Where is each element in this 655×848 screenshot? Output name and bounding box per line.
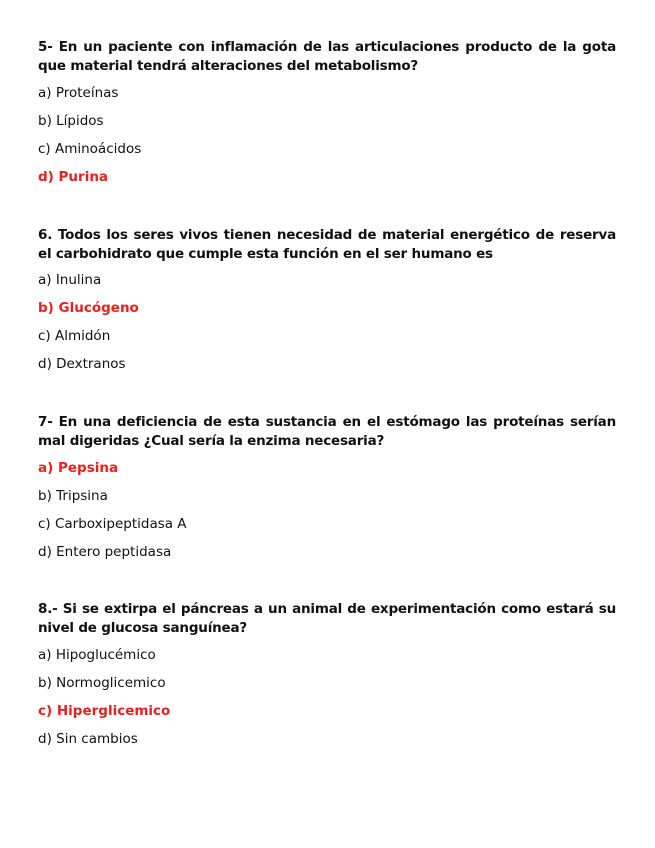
question-text: 7- En una deficiencia de esta sustancia en el estómago las proteínas serían mal digeridas ¿Cual sería la enzima necesaria?: [38, 414, 616, 449]
question-text: 6. Todos los seres vivos tienen necesidad de material energético de reserva el carbohidrato que cumple esta función en el ser humano es: [38, 227, 616, 262]
question-text: 8.- Si se extirpa el páncreas a un animal de experimentación como estará su nivel de glucosa sanguínea?: [38, 601, 616, 636]
option-d: d) Sin cambios: [38, 731, 138, 747]
option-b: b) Lípidos: [38, 113, 104, 129]
option-d: d) Purina: [38, 169, 109, 185]
option-c: c) Carboxipeptidasa A: [38, 516, 187, 532]
option-c: c) Aminoácidos: [38, 141, 142, 157]
option-c: c) Almidón: [38, 328, 111, 344]
option-c: c) Hiperglicemico: [38, 703, 171, 719]
question-6: [38, 226, 616, 378]
option-a: a) Inulina: [38, 272, 102, 288]
question-7: [38, 413, 616, 566]
question-8: [38, 600, 616, 753]
option-b: b) Tripsina: [38, 488, 108, 504]
option-d: d) Dextranos: [38, 356, 126, 372]
option-list: [38, 266, 616, 378]
option-a: a) Proteínas: [38, 85, 119, 101]
option-a: a) Hipoglucémico: [38, 647, 156, 663]
option-d: d) Entero peptidasa: [38, 544, 172, 560]
option-list: [38, 79, 616, 191]
option-list: [38, 454, 616, 566]
option-a: a) Pepsina: [38, 460, 119, 476]
option-list: [38, 641, 616, 753]
question-text: 5- En un paciente con inflamación de las articulaciones producto de la gota que material tendrá alteraciones del metabolismo?: [38, 39, 616, 74]
option-b: b) Normoglicemico: [38, 675, 166, 691]
option-b: b) Glucógeno: [38, 300, 139, 316]
question-5: [38, 38, 616, 191]
